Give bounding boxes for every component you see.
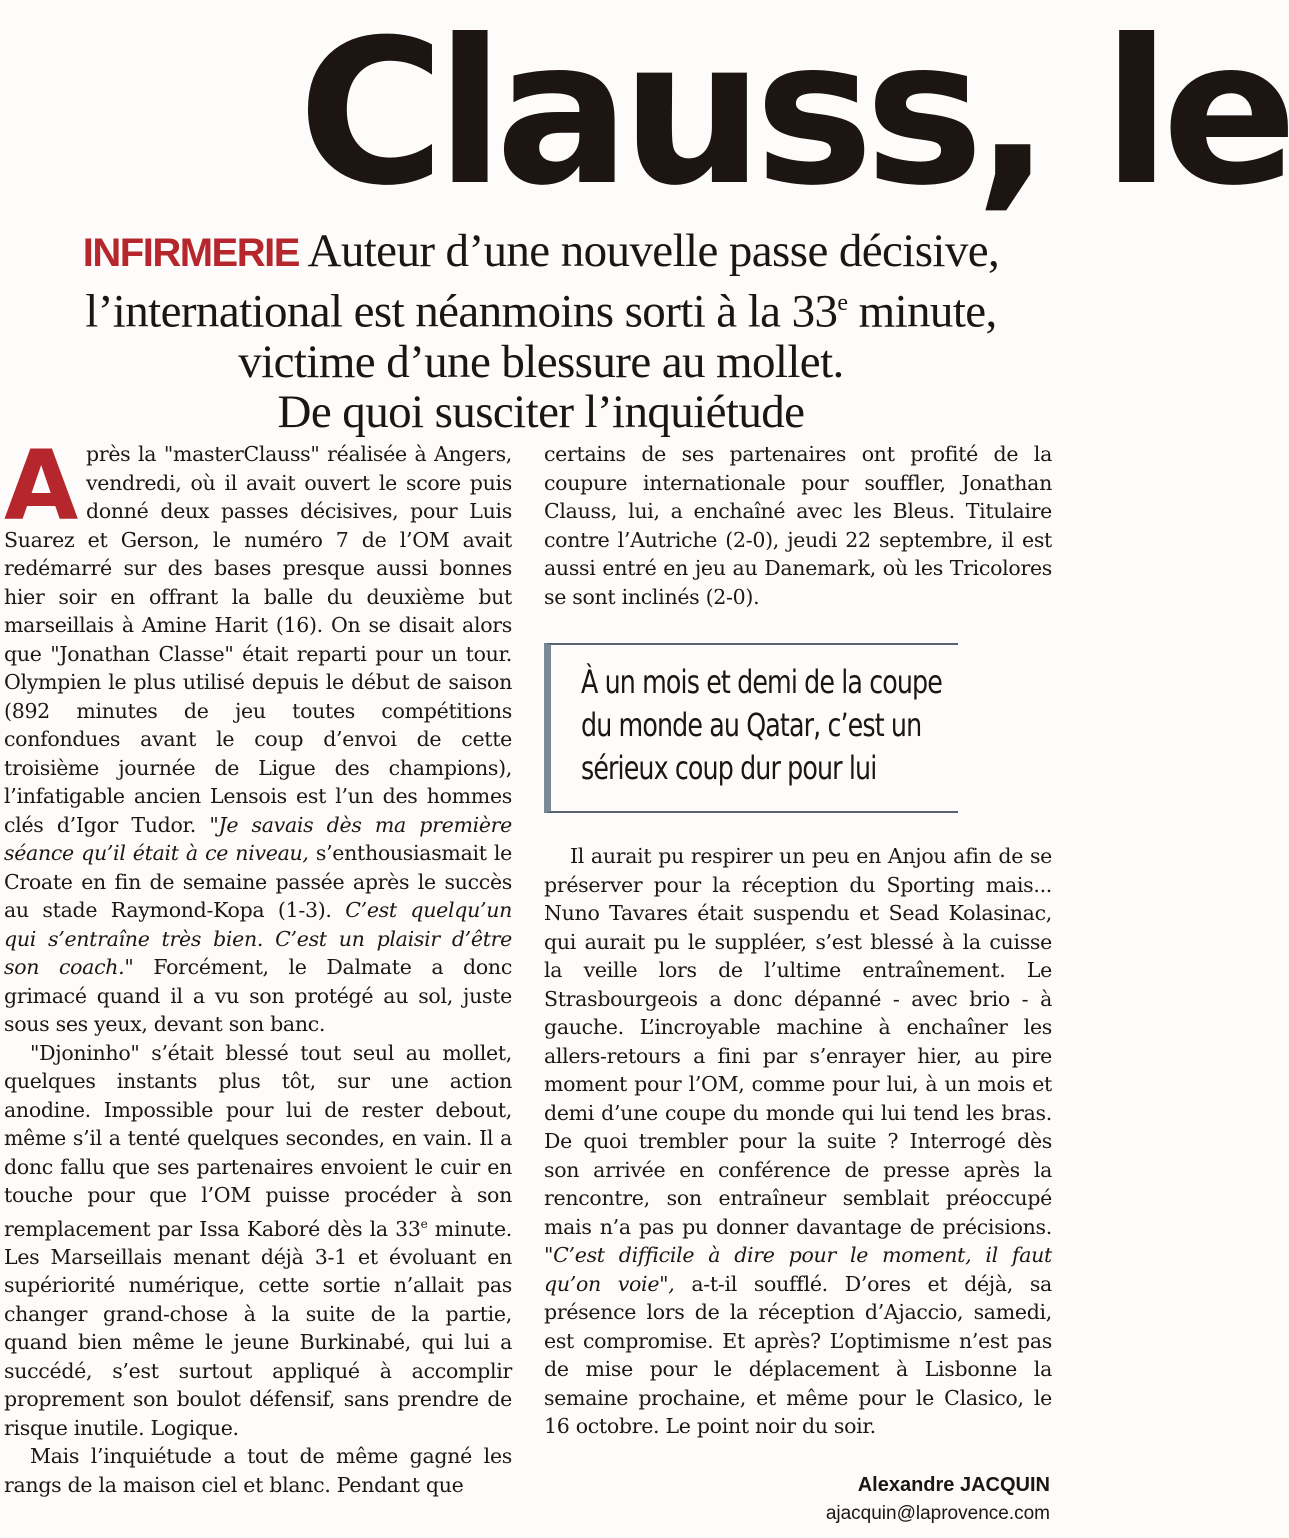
kicker: INFIRMERIE: [82, 231, 299, 275]
text: Il aurait pu respirer un peu en Anjou afin de se préserver pour la réception du Sporting mais... Nuno Tavares était suspendu et Sead Kolasinac, qui aurait pu le suppléer, s’est blessé à la cuisse la veille lors de l’ultime entraînement. Le Strasbourgeois a donc dépanné - avec brio - à gauche. L’incroyable machine à enchaîner les allers-retours a fini par s’enrayer hier, au pire moment pour l’OM, comme pour lui, à un mois et demi d’une coupe du monde qui lui tend les bras. De quoi trembler pour la suite ? Interrogé dès son arrivée en conférence de presse après la rencontre, son entraîneur semblait préoccupé mais n’a pas pu donner davantage de précisions.: [544, 844, 1052, 1239]
text: minute. Les Marseillais menant déjà 3-1 et évoluant en supériorité numérique, cette sortie n’allait pas changer grand-chose à la suite de la partie, quand bien même le jeune Burkinabé, qui lui a succédé, s’est surtout appliqué à accomplir proprement son boulot défensif, sans prendre de risque inutile. Logique.: [4, 1216, 512, 1440]
column-right-top: [544, 440, 1052, 611]
quote-inline: C’est quelqu’un qui s’entraîne très bien. C’est un plaisir d’être son coach.": [4, 898, 512, 979]
standfirst-line-4: De quoi susciter l’inquiétude: [277, 385, 805, 438]
superscript: e: [420, 1216, 428, 1231]
standfirst-text-2b: minute,: [847, 285, 997, 338]
superscript: e: [837, 290, 848, 316]
paragraph-5: [544, 842, 1052, 1441]
standfirst: [4, 226, 1078, 437]
text: "Djoninho" s’était blessé tout seul au mollet, quelques instants plus tôt, sur une action anodine. Impossible pour lui de rester debout, même s’il a tenté quelques secondes, en vain. Il a donc fallu que ses partenaires envoient le cuir en touche pour que l’OM puisse procéder à son remplacement par Issa Kaboré dès la 33: [4, 1040, 512, 1241]
standfirst-text-2a: l’international est néanmoins sorti à la 33: [85, 285, 838, 338]
paragraph-1: [4, 430, 513, 1039]
text: près la "masterClauss" réalisée à Angers, vendredi, où il avait ouvert le score puis donné deux passes décisives, pour Luis Suarez et Gerson, le numéro 7 de l’OM avait redémarré sur des bases presque aussi bonnes hier soir en offrant la balle du deuxième but marseillais à Amine Harit (16). On se disait alors que "Jonathan Classe" était reparti pour un tour. Olympien le plus utilisé depuis le début de saison (892 minutes de jeu toutes compétitions confondues avant le coup d’envoi de cette troisième journée de Ligue des champions), l’infatigable ancien Lensois est l’un des hommes clés d’Igor Tudor.: [4, 442, 512, 837]
standfirst-line-1: [4, 226, 1078, 278]
quote-inline: "Je savais dès ma première séance qu’il était à ce niveau,: [4, 812, 513, 865]
standfirst-text-1: Auteur d’une nouvelle passe décisive,: [307, 225, 1000, 277]
byline-author: Alexandre JACQUIN: [857, 1474, 1050, 1496]
column-left: [4, 430, 513, 1499]
paragraph-3: Mais l’inquiétude a tout de même gagné les rangs de la maison ciel et blanc. Pendant que: [4, 1444, 512, 1497]
pull-quote-text: À un mois et demi de la coupe du monde au Qatar, c’est un sérieux coup dur pour lui: [581, 663, 942, 787]
headline: Clauss, le: [298, 0, 1289, 230]
text: a-t-il soufflé. D’ores et déjà, sa présence lors de la réception d’Ajaccio, samedi, est compromise. Et après? L’optimisme n’est pas de mise pour le déplacement à Lisbonne la semaine prochaine, et même pour le Clasico, le 16 octobre. Le point noir du soir.: [544, 1271, 1052, 1438]
standfirst-line-3: victime d’une blessure au mollet.: [238, 335, 844, 388]
byline-email[interactable]: ajacquin@laprovence.com: [825, 1503, 1050, 1524]
paragraph-4: certains de ses partenaires ont profité de la coupure internationale pour souffler, Jonathan Clauss, lui, a enchaîné avec les Bleus. Titulaire contre l’Autriche (2-0), jeudi 22 septembre, il est aussi entré en jeu au Danemark, où les Tricolores se sont inclinés (2-0).: [544, 442, 1052, 609]
pull-quote: [544, 643, 958, 813]
standfirst-line-2: [4, 278, 1078, 337]
text: Forcément, le Dalmate a donc grimacé quand il a vu son protégé au sol, juste sous ses yeux, devant son banc.: [4, 955, 512, 1036]
quote-inline: "C’est difficile à dire pour le moment, il faut qu’on voie",: [544, 1243, 1052, 1296]
drop-cap: A: [4, 430, 78, 542]
paragraph-2: [4, 1039, 512, 1443]
column-right-bottom: [544, 842, 1052, 1441]
text: s’enthousiasmait le Croate en fin de semaine passée après le succès au stade Raymond-Kopa (1-3).: [4, 841, 512, 922]
